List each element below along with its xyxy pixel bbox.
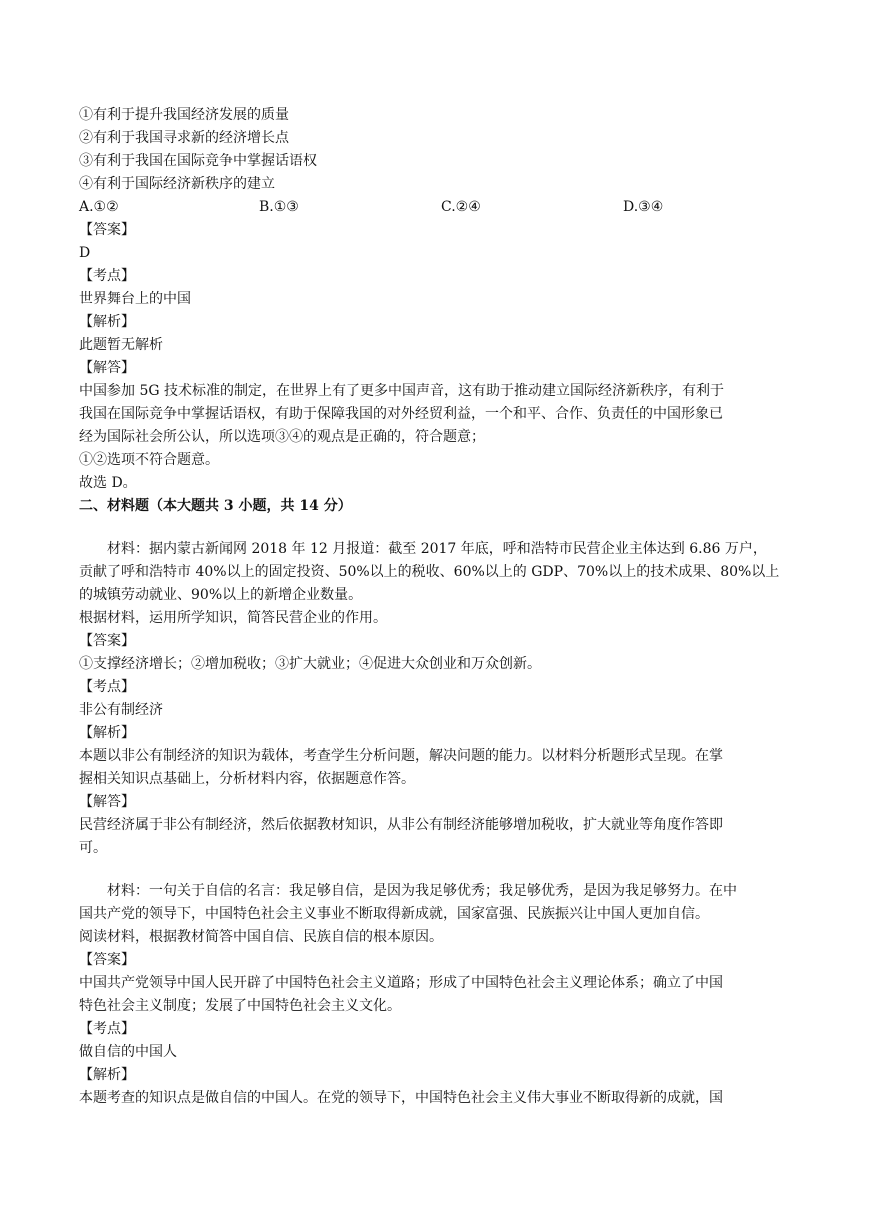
answer-label: 【答案】: [79, 952, 135, 968]
analysis-label: 【解析】: [79, 1067, 135, 1083]
option-a: A.①②: [79, 199, 119, 215]
material-line: 的城镇劳动就业、90%以上的新增企业数量。: [79, 587, 363, 603]
solution-line: 可。: [79, 840, 107, 856]
statement-1: ①有利于提升我国经济发展的质量: [79, 107, 289, 123]
solution-line: 我国在国际竞争中掌握话语权，有助于保障我国的对外经贸利益，一个和平、合作、负责任的中国形象已: [79, 406, 723, 422]
analysis-label: 【解析】: [79, 314, 135, 330]
prev-question: [79, 104, 791, 495]
answer-label: 【答案】: [79, 222, 135, 238]
question-text: 根据材料，运用所学知识，简答民营企业的作用。: [79, 610, 387, 626]
analysis-label: 【解析】: [79, 725, 135, 741]
material-line: 贡献了呼和浩特市 40%以上的固定投资、50%以上的税收、60%以上的 GDP、70%以上的技术成果、80%以上: [79, 564, 780, 580]
solution-label: 【解答】: [79, 794, 135, 810]
analysis-text: 此题暂无解析: [79, 337, 163, 353]
answer-label: 【答案】: [79, 633, 135, 649]
section-title: 二、材料题（本大题共 3 小题，共 14 分）: [79, 498, 352, 514]
material-question-2: [79, 880, 791, 1110]
material-question-1: [79, 538, 791, 860]
solution-line: 民营经济属于非公有制经济，然后依据教材知识，从非公有制经济能够增加税收，扩大就业等角度作答即: [79, 817, 723, 833]
question-text: 阅读材料，根据教材简答中国自信、民族自信的根本原因。: [79, 929, 443, 945]
material-line: 材料：据内蒙古新闻网 2018 年 12 月报道：截至 2017 年底，呼和浩特市民营企业主体达到 6.86 万户，: [107, 541, 767, 557]
point-text: 世界舞台上的中国: [79, 291, 191, 307]
statement-3: ③有利于我国在国际竞争中掌握话语权: [79, 153, 317, 169]
point-label: 【考点】: [79, 1021, 135, 1037]
option-b: B.①③: [259, 199, 299, 215]
point-text: 做自信的中国人: [79, 1044, 177, 1060]
spacer: [79, 860, 791, 880]
analysis-line: 握相关知识点基础上，分析材料内容，依据题意作答。: [79, 771, 415, 787]
statement-2: ②有利于我国寻求新的经济增长点: [79, 130, 289, 146]
answer-line: 中国共产党领导中国人民开辟了中国特色社会主义道路；形成了中国特色社会主义理论体系；确立了中国: [79, 975, 723, 991]
answer-text: ①支撑经济增长；②增加税收；③扩大就业；④促进大众创业和万众创新。: [79, 656, 541, 672]
answer-line: 特色社会主义制度；发展了中国特色社会主义文化。: [79, 998, 401, 1014]
document-page: [79, 104, 791, 1110]
point-label: 【考点】: [79, 679, 135, 695]
option-c: C.②④: [441, 199, 481, 215]
analysis-line: 本题以非公有制经济的知识为载体，考查学生分析问题，解决问题的能力。以材料分析题形式呈现。在掌: [79, 748, 723, 764]
solution-line: 中国参加 5G 技术标准的制定，在世界上有了更多中国声音，这有助于推动建立国际经济新秩序，有利于: [79, 383, 724, 399]
statement-4: ④有利于国际经济新秩序的建立: [79, 176, 275, 192]
solution-line: 经为国际社会所公认，所以选项③④的观点是正确的，符合题意；: [79, 429, 485, 445]
point-text: 非公有制经济: [79, 702, 163, 718]
answer-options: [79, 196, 791, 219]
solution-label: 【解答】: [79, 360, 135, 376]
answer-text: D: [79, 245, 91, 261]
solution-line: 故选 D。: [79, 475, 137, 491]
option-d: D.③④: [623, 199, 664, 215]
solution-line: ①②选项不符合题意。: [79, 452, 219, 468]
analysis-line: 本题考查的知识点是做自信的中国人。在党的领导下，中国特色社会主义伟大事业不断取得新的成就，国: [79, 1090, 723, 1106]
point-label: 【考点】: [79, 268, 135, 284]
material-line: 国共产党的领导下，中国特色社会主义事业不断取得新成就，国家富强、民族振兴让中国人更加自信。: [79, 906, 709, 922]
material-line: 材料：一句关于自信的名言：我足够自信，是因为我足够优秀；我足够优秀，是因为我足够努力。在中: [107, 883, 737, 899]
